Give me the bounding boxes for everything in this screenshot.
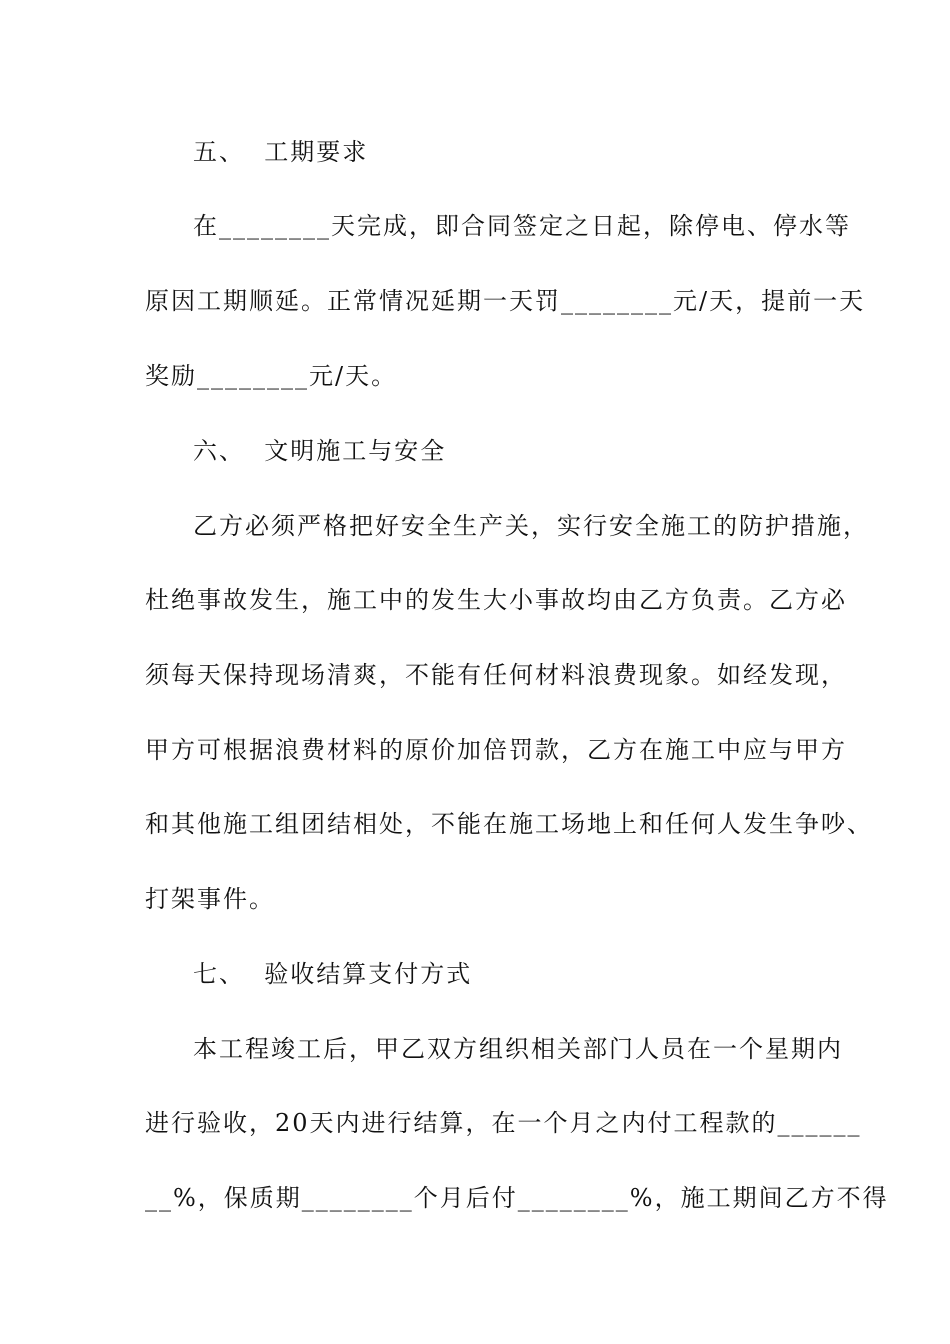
paragraph-line: 本工程竣工后，甲乙双方组织相关部门人员在一个星期内: [193, 1035, 843, 1063]
paragraph-line: 甲方可根据浪费材料的原价加倍罚款，乙方在施工中应与甲方: [145, 736, 847, 764]
paragraph-line: 和其他施工组团结相处，不能在施工场地上和任何人发生争吵、: [145, 810, 873, 838]
section-heading-7: 七、 验收结算支付方式: [193, 960, 473, 988]
section-heading-5: 五、 工期要求: [193, 138, 369, 166]
paragraph-line: 进行验收，20天内进行结算，在一个月之内付工程款的______: [145, 1109, 862, 1137]
paragraph-line: 奖励________元/天。: [145, 362, 398, 390]
section-heading-6: 六、 文明施工与安全: [193, 437, 447, 465]
paragraph-line: 原因工期顺延。正常情况延期一天罚________元/天，提前一天: [145, 287, 866, 315]
paragraph-line: 乙方必须严格把好安全生产关，实行安全施工的防护措施，: [193, 512, 869, 540]
paragraph-line: 在________天完成，即合同签定之日起，除停电、停水等: [193, 212, 851, 240]
paragraph-line: 打架事件。: [145, 885, 275, 913]
paragraph-line: 杜绝事故发生，施工中的发生大小事故均由乙方负责。乙方必: [145, 586, 847, 614]
paragraph-line: __%，保质期________个月后付________%，施工期间乙方不得: [145, 1184, 889, 1212]
paragraph-line: 须每天保持现场清爽，不能有任何材料浪费现象。如经发现，: [145, 661, 847, 689]
